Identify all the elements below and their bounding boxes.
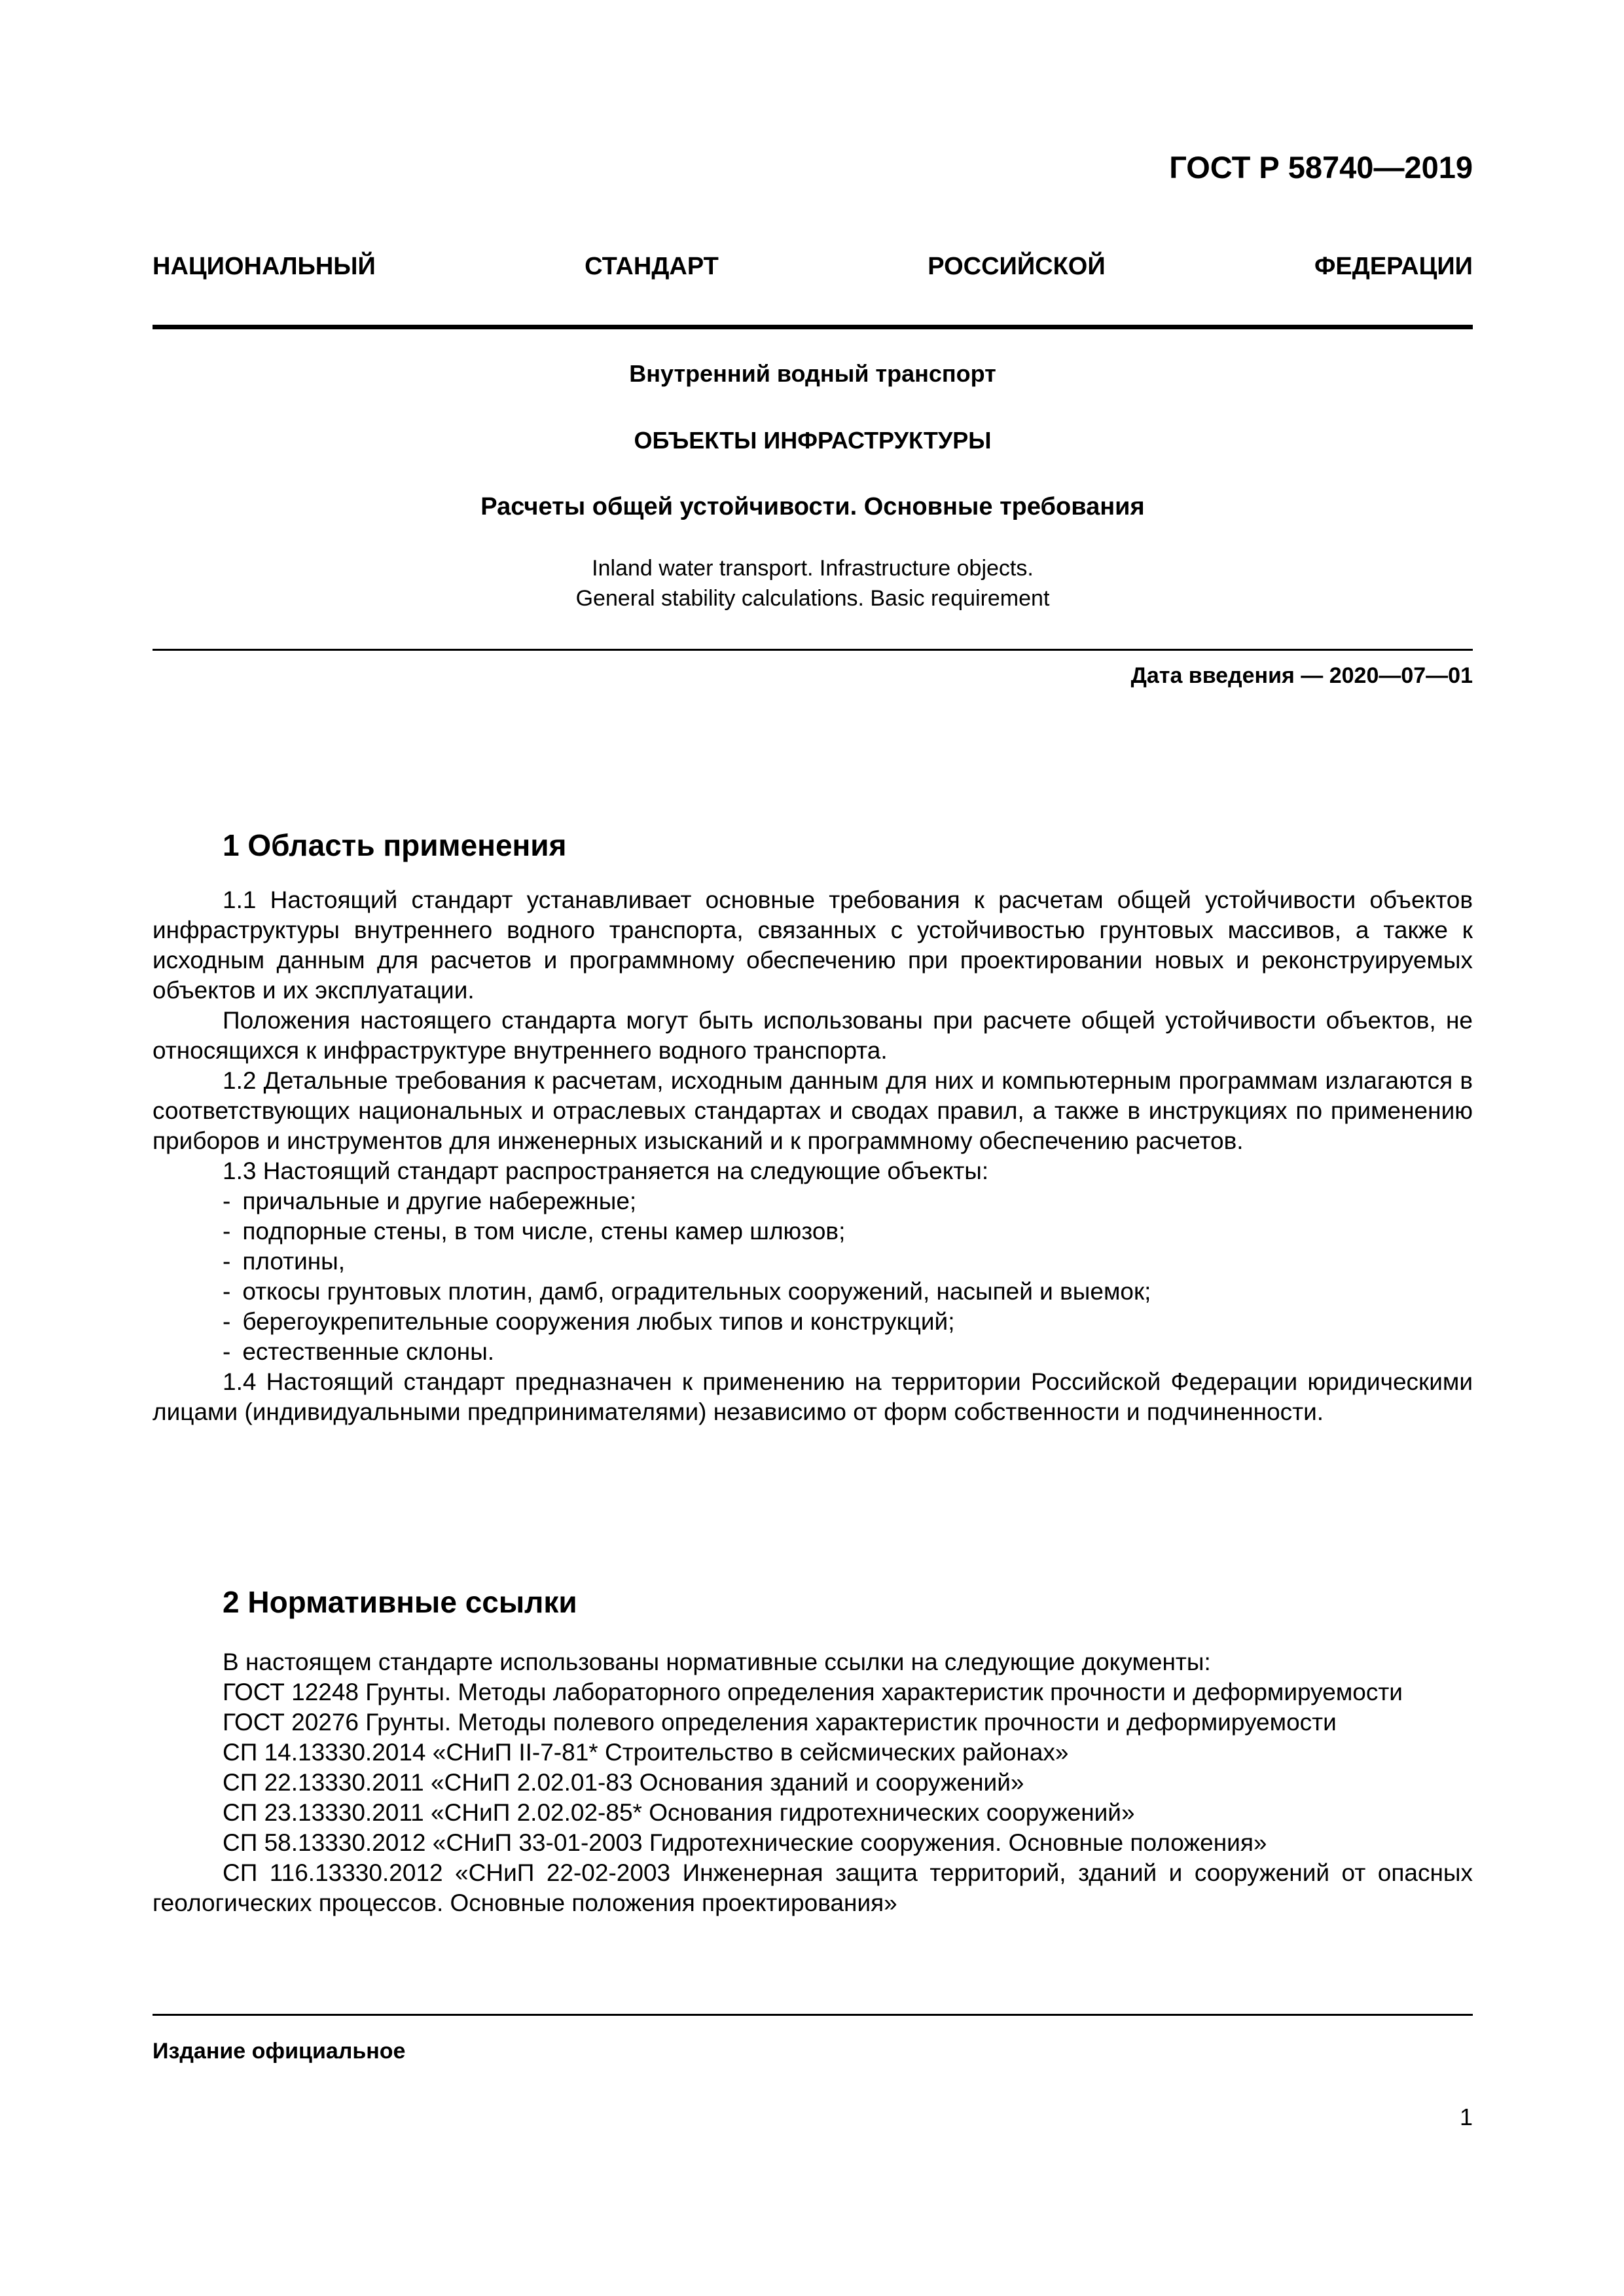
title-divider	[153, 649, 1473, 651]
list-item-text: естественные склоны.	[242, 1338, 495, 1365]
english-title-line-1: Inland water transport. Infrastructure objects.	[592, 556, 1034, 581]
paragraph-1-1: 1.1 Настоящий стандарт устанавливает основные требования к расчетам общей устойчивости объектов инфраструктуры внутреннего водного транспорта, связанных с устойчивостью грунтовых массивов, а также к исходным данным для расчетов и программному обеспечению при проектировании новых и реконструируемых объектов и их эксплуатации.	[153, 886, 1473, 1004]
title-line-2: ОБЪЕКТЫ ИНФРАСТРУКТУРЫ	[634, 427, 992, 454]
page-number: 1	[1459, 2104, 1473, 2130]
footer-divider	[153, 2014, 1473, 2016]
reference-item: СП 14.13330.2014 «СНиП II-7-81* Строительство в сейсмических районах»	[223, 1739, 1069, 1766]
english-title-line-2: General stability calculations. Basic requirement	[575, 586, 1050, 611]
references-intro: В настоящем стандарте использованы нормативные ссылки на следующие документы:	[223, 1649, 1211, 1675]
list-item: - подпорные стены, в том числе, стены камер шлюзов;	[223, 1218, 846, 1245]
reference-item: СП 23.13330.2011 «СНиП 2.02.02-85* Основания гидротехнических сооружений»	[223, 1799, 1135, 1826]
list-item-text: причальные и другие набережные;	[242, 1188, 637, 1214]
paragraph-1-3: 1.3 Настоящий стандарт распространяется на следующие объекты:	[223, 1157, 989, 1184]
title-line-1: Внутренний водный транспорт	[629, 360, 996, 387]
introduction-date: Дата введения — 2020—07—01	[1130, 663, 1473, 688]
section-2-body	[153, 1647, 1473, 1918]
section-1-body	[153, 885, 1473, 1427]
section-1-heading: 1 Область применения	[223, 828, 567, 862]
paragraph-1-2: 1.2 Детальные требования к расчетам, исходным данным для них и компьютерным программам излагаются в соответствующих национальных и отраслевых стандартах и сводах правил, а также в инструкциях по применению приборов и инструментов для инженерных изысканий и к программному обеспечению расчетов.	[153, 1067, 1473, 1154]
reference-item: СП 58.13330.2012 «СНиП 33-01-2003 Гидротехнические сооружения. Основные положения»	[223, 1829, 1267, 1856]
list-item: - плотины,	[223, 1248, 346, 1275]
section-2-heading: 2 Нормативные ссылки	[223, 1585, 577, 1619]
header-divider	[153, 325, 1473, 329]
list-item: - берегоукрепительные сооружения любых типов и конструкций;	[223, 1308, 955, 1335]
list-item-text: подпорные стены, в том числе, стены камер шлюзов;	[242, 1218, 846, 1245]
standard-code: ГОСТ Р 58740—2019	[1169, 150, 1473, 185]
list-item: - причальные и другие набережные;	[223, 1188, 637, 1214]
reference-item: СП 22.13330.2011 «СНиП 2.02.01-83 Основания зданий и сооружений»	[223, 1769, 1024, 1796]
list-item-text: берегоукрепительные сооружения любых типов и конструкций;	[242, 1308, 955, 1335]
reference-item: ГОСТ 20276 Грунты. Методы полевого определения характеристик прочности и деформируемости	[223, 1709, 1337, 1736]
paragraph-1-1-note: Положения настоящего стандарта могут быть использованы при расчете общей устойчивости объектов, не относящихся к инфраструктуре внутреннего водного транспорта.	[153, 1007, 1473, 1064]
national-standard-heading: НАЦИОНАЛЬНЫЙ СТАНДАРТ РОССИЙСКОЙ ФЕДЕРАЦИИ	[153, 253, 1473, 280]
official-edition-label: Издание официальное	[153, 2039, 406, 2064]
paragraph-1-4: 1.4 Настоящий стандарт предназначен к применению на территории Российской Федерации юридическими лицами (индивидуальными предпринимателями) независимо от форм собственности и подчиненности.	[153, 1368, 1473, 1425]
reference-item: ГОСТ 12248 Грунты. Методы лабораторного определения характеристик прочности и деформируемости	[223, 1679, 1403, 1705]
title-line-3: Расчеты общей устойчивости. Основные требования	[480, 493, 1145, 520]
reference-item: СП 116.13330.2012 «СНиП 22-02-2003 Инженерная защита территорий, зданий и сооружений от опасных геологических процессов. Основные положения проектирования»	[153, 1859, 1473, 1916]
list-item: - естественные склоны.	[223, 1338, 495, 1365]
list-item-text: откосы грунтовых плотин, дамб, оградительных сооружений, насыпей и выемок;	[242, 1278, 1151, 1305]
list-item-text: плотины,	[242, 1248, 346, 1275]
list-item: - откосы грунтовых плотин, дамб, оградительных сооружений, насыпей и выемок;	[223, 1278, 1151, 1305]
